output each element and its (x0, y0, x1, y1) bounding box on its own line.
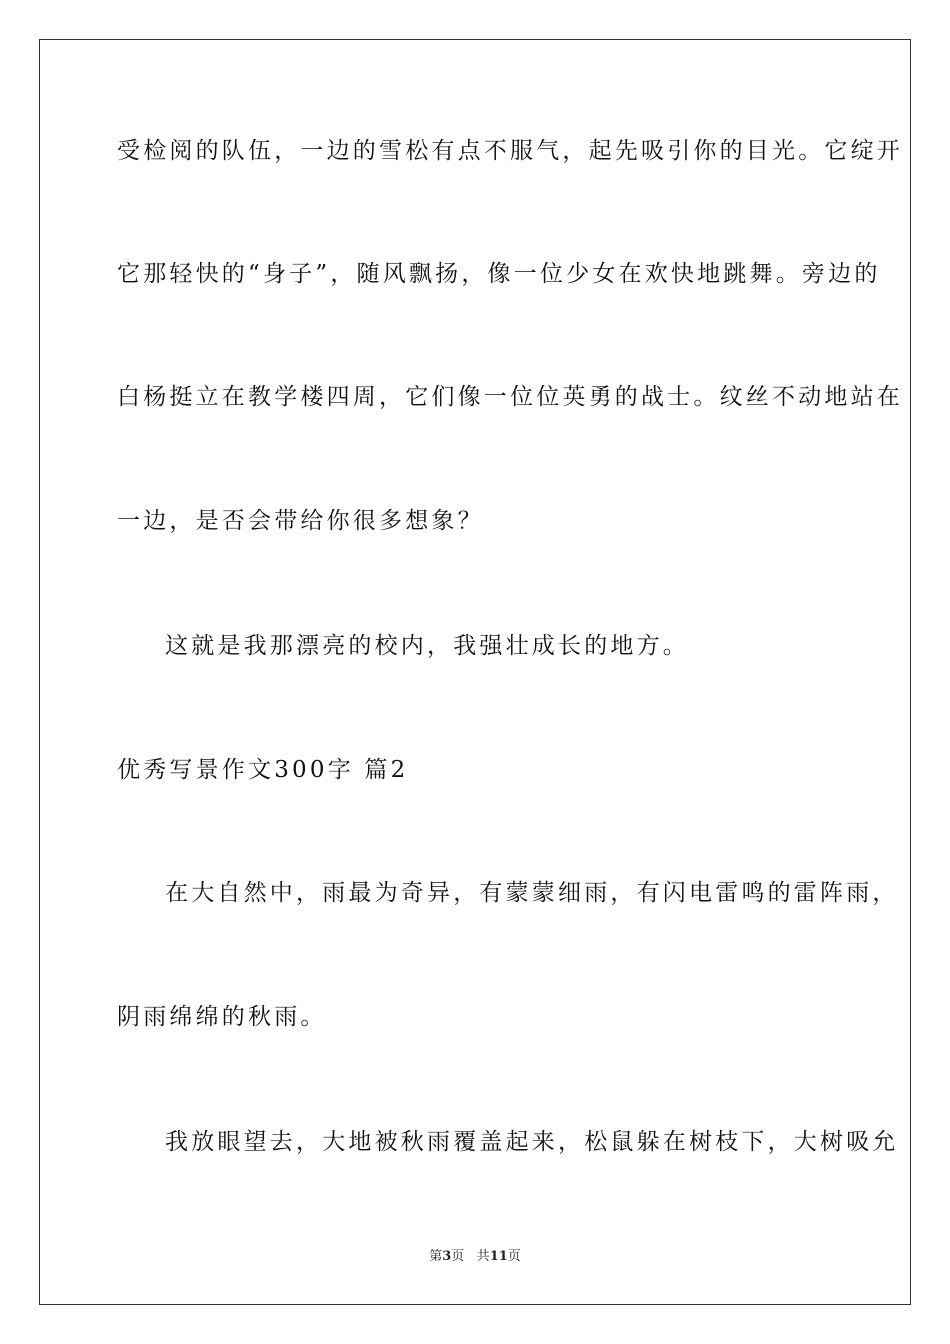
page-current: 3 (442, 1249, 452, 1264)
paragraph-line: 阴雨绵绵的秋雨。 (117, 1004, 327, 1030)
section-heading: 优秀写景作文300字 篇2 (117, 757, 409, 783)
total-prefix: 共 (476, 1249, 490, 1264)
paragraph-line: 白杨挺立在教学楼四周，它们像一位位英勇的战士。纹丝不动地站在 (117, 384, 903, 410)
paragraph-line: 在大自然中，雨最为奇异，有蒙蒙细雨，有闪电雷鸣的雷阵雨， (165, 880, 899, 906)
page-prefix: 第 (429, 1249, 443, 1264)
page-suffix: 页 (451, 1249, 465, 1264)
paragraph-line: 我放眼望去，大地被秋雨覆盖起来，松鼠躲在树枝下，大树吸允 (165, 1129, 899, 1155)
page-total: 11 (489, 1249, 508, 1264)
page-border (39, 39, 911, 1305)
page-footer (0, 1248, 950, 1266)
paragraph-line: 一边，是否会带给你很多想象？ (117, 508, 484, 534)
total-suffix: 页 (507, 1249, 521, 1264)
paragraph-line: 受检阅的队伍，一边的雪松有点不服气，起先吸引你的目光。它绽开 (117, 138, 903, 164)
paragraph-line: 这就是我那漂亮的校内，我强壮成长的地方。 (165, 633, 689, 659)
paragraph-line: 它那轻快的“身子”，随风飘扬，像一位少女在欢快地跳舞。旁边的 (117, 261, 881, 287)
